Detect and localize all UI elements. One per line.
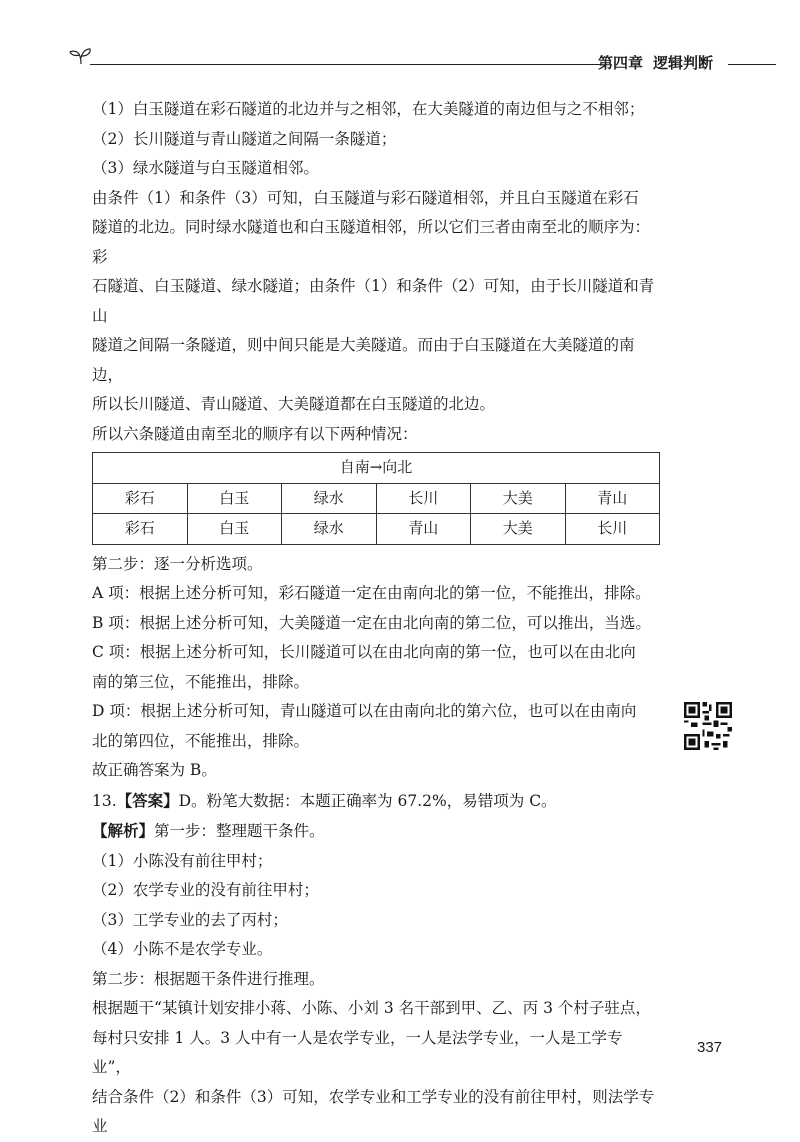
analysis-line: 由条件（1）和条件（3）可知，白玉隧道与彩石隧道相邻，并且白玉隧道在彩石 — [92, 188, 639, 207]
table-cell: 绿水 — [282, 514, 377, 545]
analysis-line: 石隧道、白玉隧道、绿水隧道；由条件（1）和条件（2）可知，由于长川隧道和青山 — [92, 277, 655, 325]
qr-code-icon[interactable] — [684, 702, 732, 750]
table-cell: 白玉 — [187, 483, 282, 514]
option-line: A 项：根据上述分析可知，彩石隧道一定在由南向北的第一位，不能推出，排除。 — [92, 584, 651, 602]
chapter-heading — [598, 52, 713, 73]
condition-line: （2）农学专业的没有前往甲村； — [92, 881, 319, 899]
table-cell: 青山 — [565, 483, 660, 514]
analysis-line: 所以长川隧道、青山隧道、大美隧道都在白玉隧道的北边。 — [92, 395, 496, 413]
header-rule — [90, 64, 602, 65]
option-line: 北的第四位，不能推出，排除。 — [92, 731, 310, 750]
table-cell: 白玉 — [187, 514, 282, 545]
page-header — [68, 42, 776, 72]
analysis-line: 隧道的北边。同时绿水隧道也和白玉隧道相邻，所以它们三者由南至北的顺序为：彩 — [92, 218, 651, 266]
table-caption: 自南→向北 — [93, 453, 660, 484]
step-title: 第二步：根据题干条件进行推理。 — [92, 969, 325, 988]
question-number: 13. — [92, 791, 117, 810]
table-cell: 大美 — [471, 514, 566, 545]
table-cell: 青山 — [376, 514, 471, 545]
table-cell: 长川 — [565, 514, 660, 545]
reasoning-line: 每村只安排 1 人。3 人中有一人是农学专业，一人是法学专业，一人是工学专业”， — [92, 1028, 623, 1076]
table-cell: 绿水 — [282, 483, 377, 514]
answer-tag: 【答案】 — [116, 790, 179, 810]
condition-line: （3）工学专业的去了丙村； — [92, 910, 288, 929]
question-13-analysis — [92, 816, 660, 847]
option-line: B 项：根据上述分析可知，大美隧道一定在由北向南的第二位，可以推出，当选。 — [92, 613, 651, 632]
analysis-text: 第一步：整理题干条件。 — [154, 822, 325, 840]
table-row — [93, 483, 660, 514]
condition-line: （3）绿水隧道与白玉隧道相邻。 — [92, 159, 319, 177]
question-13-answer — [92, 786, 660, 817]
table-intro: 所以六条隧道由南至北的顺序有以下两种情况： — [92, 424, 418, 443]
chapter-number: 第四章 — [598, 54, 644, 72]
condition-line: （1）小陈没有前往甲村； — [92, 851, 273, 870]
sprout-icon — [68, 44, 94, 66]
page-number: 337 — [697, 1039, 723, 1056]
option-line: D 项：根据上述分析可知，青山隧道可以在由南向北的第六位，也可以在由南向 — [92, 702, 637, 720]
option-line: 南的第三位，不能推出，排除。 — [92, 672, 310, 691]
table-row — [93, 514, 660, 545]
step-title: 第二步：逐一分析选项。 — [92, 554, 263, 573]
table-cell: 彩石 — [93, 514, 188, 545]
table-cell: 彩石 — [93, 483, 188, 514]
condition-line: （4）小陈不是农学专业。 — [92, 940, 273, 958]
reasoning-line: 根据题干“某镇计划安排小蒋、小陈、小刘 3 名干部到甲、乙、丙 3 个村子驻点， — [92, 999, 651, 1017]
conclusion: 故正确答案为 B。 — [92, 761, 217, 779]
reasoning-line: 结合条件（2）和条件（3）可知，农学专业和工学专业的没有前往甲村，则法学专业 — [92, 1087, 655, 1135]
analysis-line: 隧道之间隔一条隧道，则中间只能是大美隧道。而由于白玉隧道在大美隧道的南边， — [92, 336, 635, 384]
condition-line: （1）白玉隧道在彩石隧道的北边并与之相邻，在大美隧道的南边但与之不相邻； — [92, 100, 645, 118]
condition-line: （2）长川隧道与青山隧道之间隔一条隧道； — [92, 129, 397, 148]
analysis-tag: 【解析】 — [92, 821, 155, 840]
page-body — [92, 95, 660, 1142]
table-cell: 大美 — [471, 483, 566, 514]
tunnel-order-table — [92, 452, 660, 545]
option-line: C 项：根据上述分析可知，长川隧道可以在由北向南的第一位，也可以在由北向 — [92, 643, 636, 661]
answer-text: D。粉笔大数据：本题正确率为 67.2%，易错项为 C。 — [178, 791, 557, 810]
chapter-title: 逻辑判断 — [653, 54, 714, 72]
table-cell: 长川 — [376, 483, 471, 514]
header-rule-right — [728, 64, 776, 65]
